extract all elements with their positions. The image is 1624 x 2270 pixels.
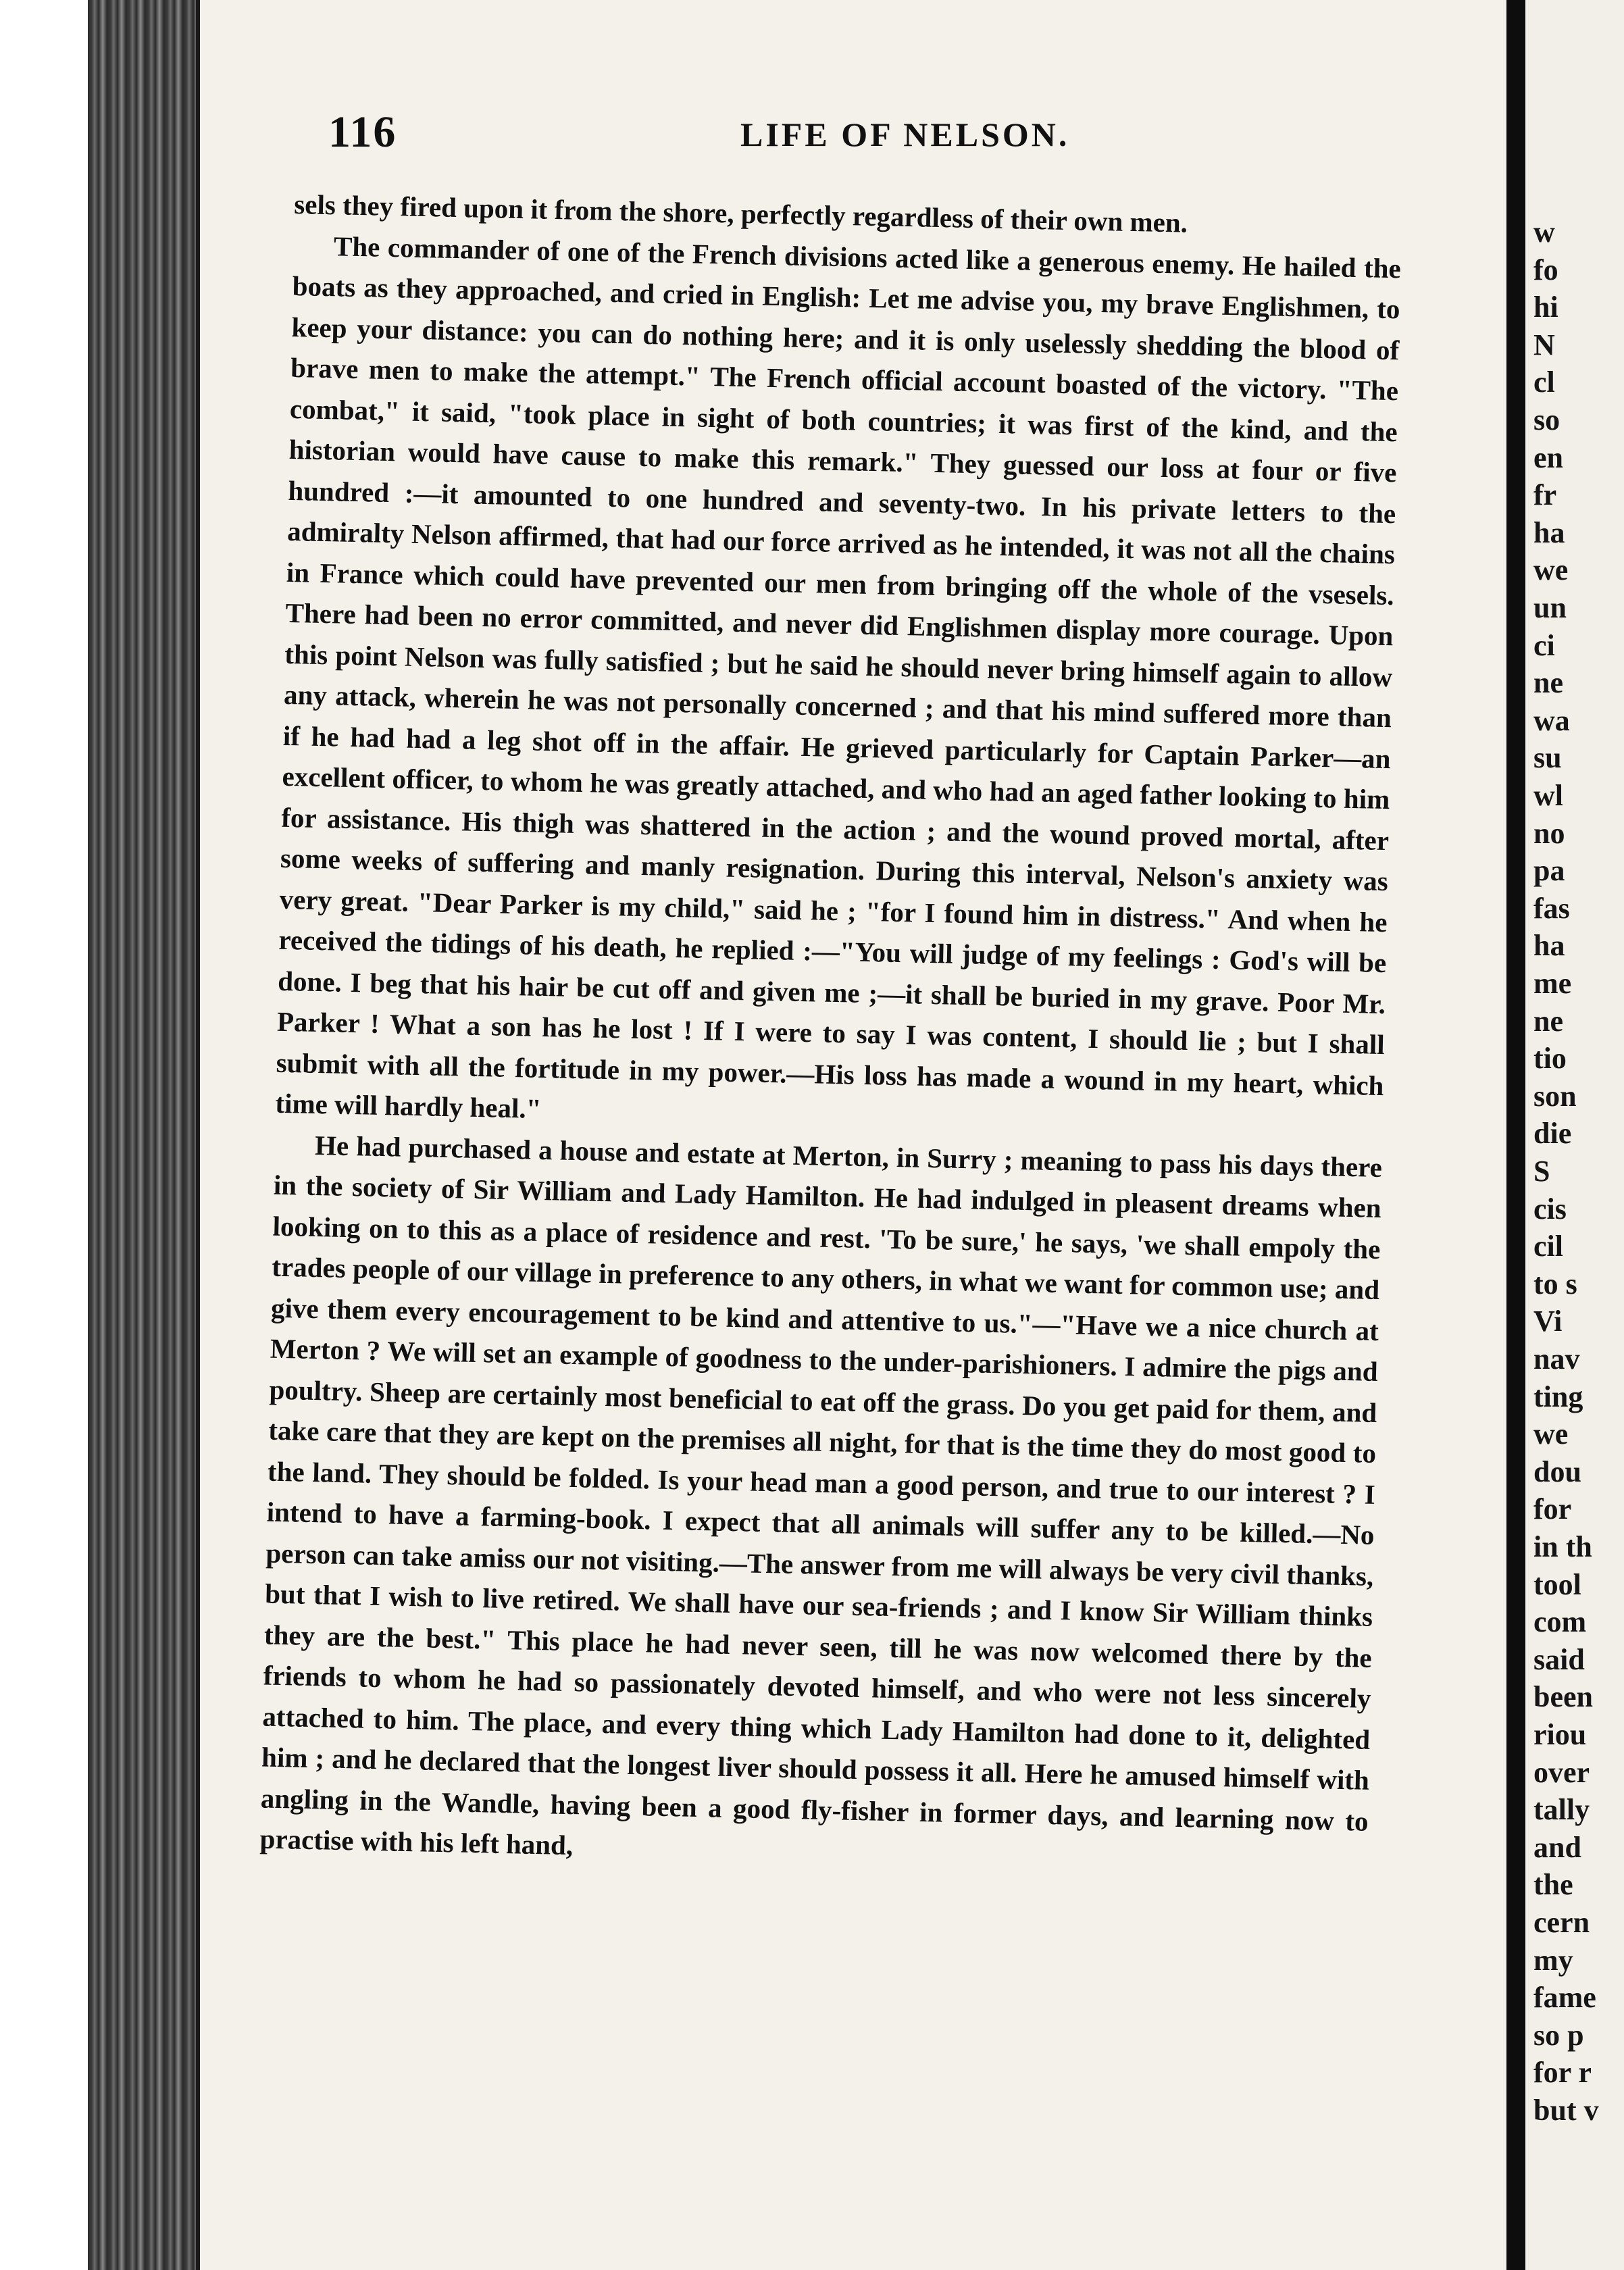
book-gutter [1506, 0, 1525, 2270]
next-page-line: wa [1533, 703, 1570, 737]
left-page [196, 0, 1511, 2270]
next-page-line: for r [1533, 2056, 1592, 2090]
next-page-line: nav [1533, 1342, 1580, 1376]
page-number: 116 [328, 107, 397, 157]
next-page-line: die [1533, 1117, 1572, 1151]
next-page-line: no [1533, 816, 1565, 850]
next-page-line: com [1533, 1605, 1587, 1639]
next-page-line: we [1533, 553, 1569, 587]
next-page-line: we [1533, 1417, 1569, 1451]
next-page-line: tio [1533, 1042, 1567, 1076]
next-page-line: Vi [1533, 1305, 1563, 1338]
next-page-line: ha [1533, 929, 1565, 963]
next-page-line: but v [1533, 2094, 1599, 2127]
next-page-line: to s [1533, 1267, 1577, 1301]
next-page-line: dou [1533, 1455, 1581, 1488]
next-page-line: been [1533, 1680, 1593, 1714]
scan-margin [0, 0, 88, 2270]
next-page-line: ci [1533, 628, 1555, 662]
running-head: LIFE OF NELSON. [740, 116, 1070, 153]
next-page-line: su [1533, 741, 1562, 775]
next-page-line: un [1533, 591, 1567, 624]
next-page-line: my [1533, 1943, 1573, 1977]
next-page-line: tally [1533, 1793, 1590, 1827]
next-page-line: ne [1533, 666, 1563, 700]
next-page-line: w [1533, 216, 1555, 249]
next-page-line: in th [1533, 1530, 1592, 1563]
next-page-line: fo [1533, 253, 1558, 286]
next-page-line: and [1533, 1830, 1581, 1864]
right-page-fragment [1525, 0, 1624, 2270]
next-page-line: fame [1533, 1981, 1596, 2015]
next-page-line: ne [1533, 1004, 1563, 1038]
next-page-line: me [1533, 967, 1572, 1000]
next-page-line: riou [1533, 1718, 1587, 1751]
next-page-line: over [1533, 1755, 1590, 1789]
next-page-line: for [1533, 1492, 1572, 1526]
paragraph-1: sels they fired upon it from the shore, perfectly regardless of their own men. [293, 188, 1188, 238]
next-page-line: cis [1533, 1192, 1567, 1226]
next-page-line: hi [1533, 291, 1558, 324]
next-page-line: tool [1533, 1567, 1581, 1601]
next-page-line: cern [1533, 1906, 1590, 1939]
next-page-line: ting [1533, 1380, 1583, 1413]
next-page-line: so [1533, 403, 1560, 436]
next-page-line: fas [1533, 891, 1570, 925]
next-page-line: cil [1533, 1230, 1563, 1263]
next-page-line: ha [1533, 515, 1565, 549]
next-page-line: en [1533, 440, 1563, 474]
next-page-line: pa [1533, 854, 1565, 888]
next-page-line: cl [1533, 365, 1555, 399]
next-page-line: wl [1533, 779, 1563, 812]
next-page-line: fr [1533, 478, 1557, 512]
next-page-line: N [1533, 328, 1555, 361]
next-page-line: S [1533, 1155, 1550, 1188]
book-page-edges [88, 0, 196, 2270]
next-page-line: son [1533, 1079, 1577, 1113]
paragraph-2: The commander of one of the French divisions acted like a generous enemy. He hailed the boats as they approached, and cried in English: Let me advise you, my brave Englishmen, to keep your distance: you can do nothing here; and it is only uselessly shedding the blood of brave men to make the attempt." The French official account boasted of the victory. "The combat," it said, "took place in sight of both countries; it was first of the kind, and the historian would have cause to make this remark." They guessed our loss at four or five hundred :—it amounted to one hundred and seventy-two. In his private letters to the admiralty Nelson affirmed, that had our force arrived as he intended, it was not all the chains in France which could have prevented our men from bringing off the whole of the vsesels. There had been no error committed, and never did Englishmen display more courage. Upon this point Nelson was fully satisfied ; but he said he should never bring himself again to allow any attack, wherein he was not personally concerned ; and that his mind suffered more than if he had had a leg shot off in the affair. He grieved particularly for Captain Parker—an excellent officer, to whom he was greatly attached, and who had an aged father looking to him for assistance. His thigh was shattered in the action ; and the wound proved mortal, after some weeks of suffering and manly resignation. During this interval, Nelson's anxiety was very great. "Dear Parker is my child," said he ; "for I found him in distress." And when he received the tidings of his death, he replied :—"You will judge of my feelings : God's will be done. I beg that his hair be cut off and given me ;—it shall be buried in my grave. Poor Mr. Parker ! What a son has he lost ! If I were to say I was content, I should lie ; but I shall submit with all the fortitude in my power.—His loss has made a wound in my heart, which time will hardly heal." [275, 230, 1402, 1124]
next-page-line: the [1533, 1868, 1573, 1902]
next-page-line: said [1533, 1642, 1585, 1676]
next-page-line: so p [1533, 2018, 1584, 2052]
paragraph-3: He had purchased a house and estate at Merton, in Surry ; meaning to pass his days there in the society of Sir William and Lady Hamilton. He had indulged in pleasent dreams when looking on to this as a place of residence and rest. 'To be sure,' he says, 'we shall empoly the trades people of our village in preference to any others, in what we want for common use; and give them every encouragement to be kind and attentive to us."—"Have we a nice church at Merton ? We will set an example of goodness to the under-parishioners. I admire the pigs and poultry. Sheep are certainly most beneficial to eat off the grass. Do you get paid for them, and take care that they are kept on the premises all night, for that is the time they do most good to the land. They should be folded. Is your head man a good person, and true to our interest ? I intend to have a farming-book. I expect that all animals will suffer any to be killed.—No person can take amiss our not visiting.—The answer from me will always be very civil thanks, but that I wish to live retired. We shall have our sea-friends ; and I know Sir William thinks they are the best." This place he had never seen, till he was now welcomed there by the friends to whom he had so passionately devoted himself, and who were not less sincerely attached to him. The place, and every thing which Lady Hamilton had done to it, delighted him ; and he declared that the longest liver should possess it all. Here he amused himself with angling in the Wandle, having been a good fly-fisher in former days, and learning now to practise with his left hand, [259, 1129, 1383, 1861]
body-text [259, 184, 1402, 1882]
